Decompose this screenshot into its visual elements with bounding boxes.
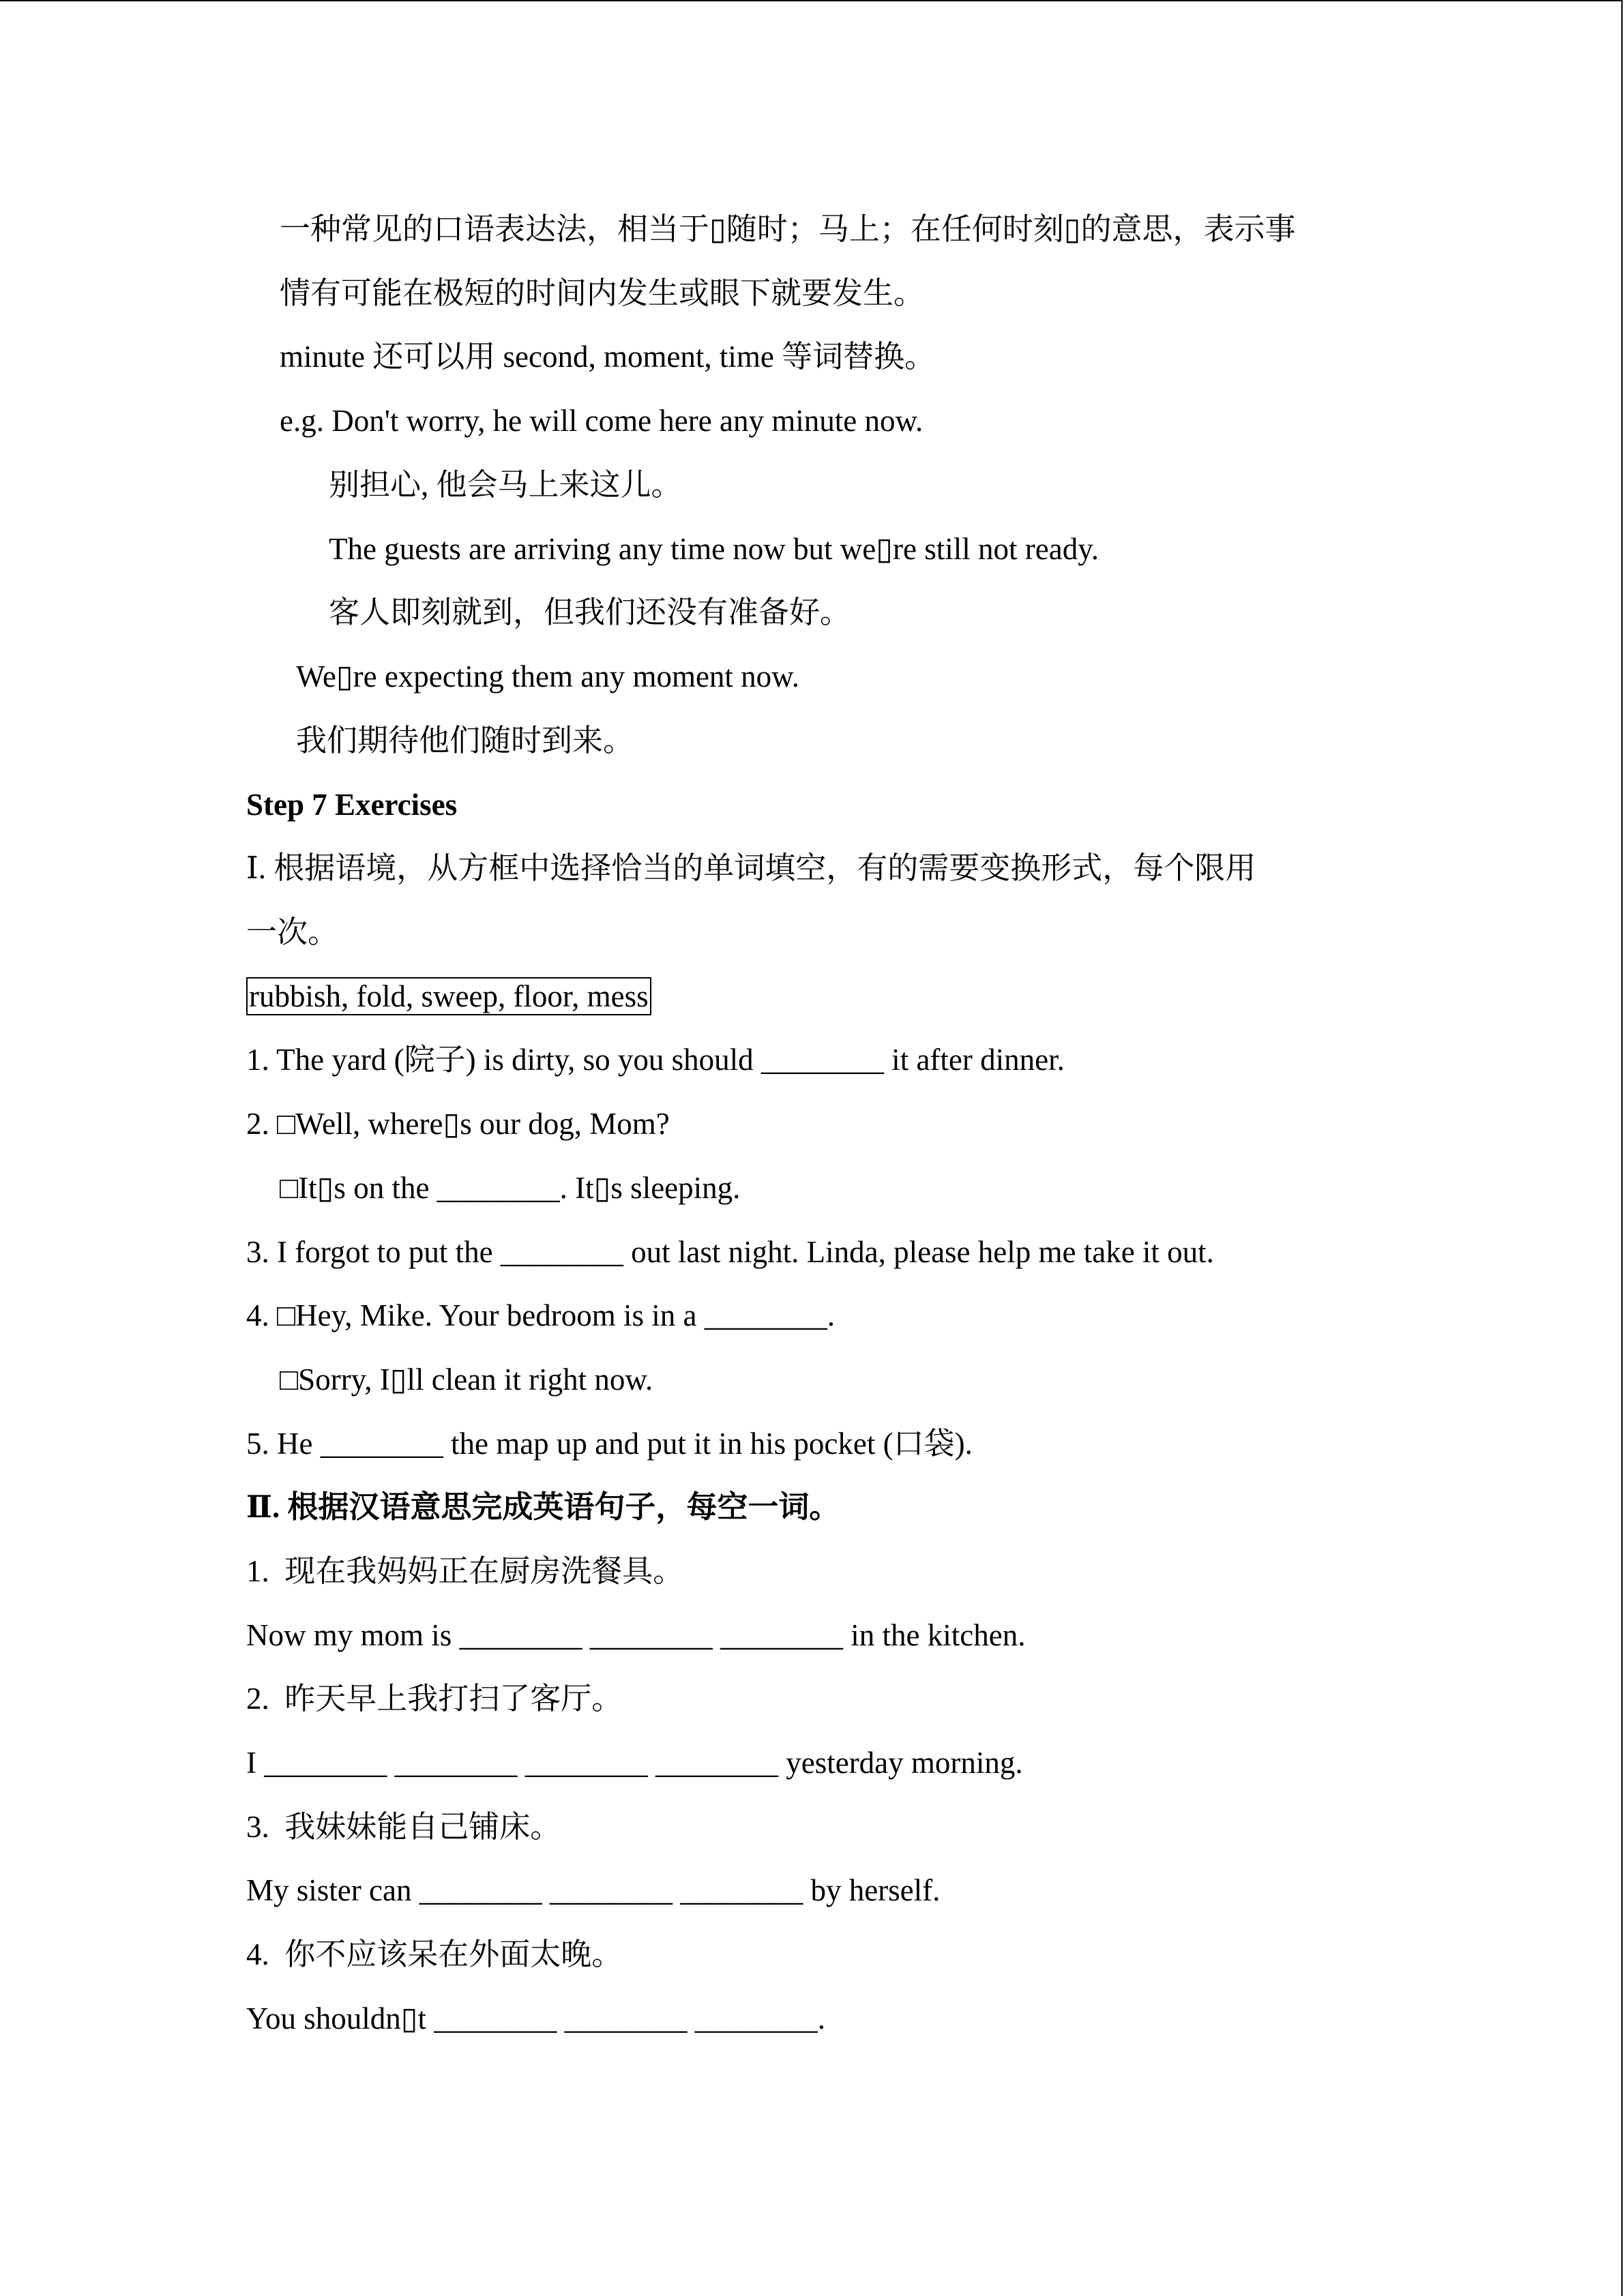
- part1-question-5: 5. He ________ the map up and put it in his pocket (口袋).: [246, 1427, 973, 1461]
- step-title: Step 7 Exercises: [246, 788, 458, 822]
- part1-question-2b: □It▯s on the ________. It▯s sleeping.: [280, 1171, 741, 1205]
- part1-question-2a: 2. □Well, where▯s our dog, Mom?: [246, 1107, 670, 1141]
- part2-question-4-en: You shouldn▯t ________ ________ ________.: [246, 2001, 826, 2036]
- part1-question-3: 3. I forgot to put the ________ out last night. Linda, please help me take it out.: [246, 1235, 1214, 1269]
- explanation-line-1: 一种常见的口语表达法，相当于▯随时；马上；在任何时刻▯的意思，表示事: [280, 212, 1296, 246]
- word-box: rubbish, fold, sweep, floor, mess: [246, 977, 651, 1015]
- example-en-3: We▯re expecting them any moment now.: [296, 659, 799, 694]
- part2-question-3-en: My sister can ________ ________ ________ by herself.: [246, 1873, 941, 1907]
- explanation-line-2: 情有可能在极短的时间内发生或眼下就要发生。: [280, 276, 925, 310]
- part2-question-3-zh: 3. 我妹妹能自己铺床。: [246, 1810, 561, 1844]
- part1-instruction-line-2: 一次。: [246, 915, 339, 949]
- part2-question-1-en: Now my mom is ________ ________ ________ in the kitchen.: [246, 1618, 1026, 1652]
- part2-question-2-en: I ________ ________ ________ ________ yesterday morning.: [246, 1746, 1023, 1780]
- part2-question-2-zh: 2. 昨天早上我打扫了客厅。: [246, 1682, 623, 1716]
- example-en-1: e.g. Don't worry, he will come here any minute now.: [280, 404, 924, 438]
- part1-instruction-line-1: Ⅰ. 根据语境，从方框中选择恰当的单词填空，有的需要变换形式，每个限用: [246, 851, 1256, 885]
- part2-title: Ⅱ. 根据汉语意思完成英语句子，每空一词。: [246, 1490, 840, 1524]
- example-zh-2: 客人即刻就到，但我们还没有准备好。: [329, 595, 851, 629]
- part2-question-4-zh: 4. 你不应该呆在外面太晚。: [246, 1937, 623, 1971]
- part1-question-4a: 4. □Hey, Mike. Your bedroom is in a ________.: [246, 1298, 835, 1332]
- example-en-2: The guests are arriving any time now but we▯re still not ready.: [329, 532, 1099, 566]
- part1-question-1: 1. The yard (院子) is dirty, so you should ________ it after dinner.: [246, 1043, 1065, 1077]
- explanation-line-3: minute 还可以用 second, moment, time 等词替换。: [280, 340, 936, 374]
- example-zh-1: 别担心, 他会马上来这儿。: [329, 468, 682, 502]
- part1-question-4b: □Sorry, I▯ll clean it right now.: [280, 1362, 653, 1397]
- part2-question-1-zh: 1. 现在我妈妈正在厨房洗餐具。: [246, 1554, 684, 1588]
- example-zh-3: 我们期待他们随时到来。: [296, 724, 634, 758]
